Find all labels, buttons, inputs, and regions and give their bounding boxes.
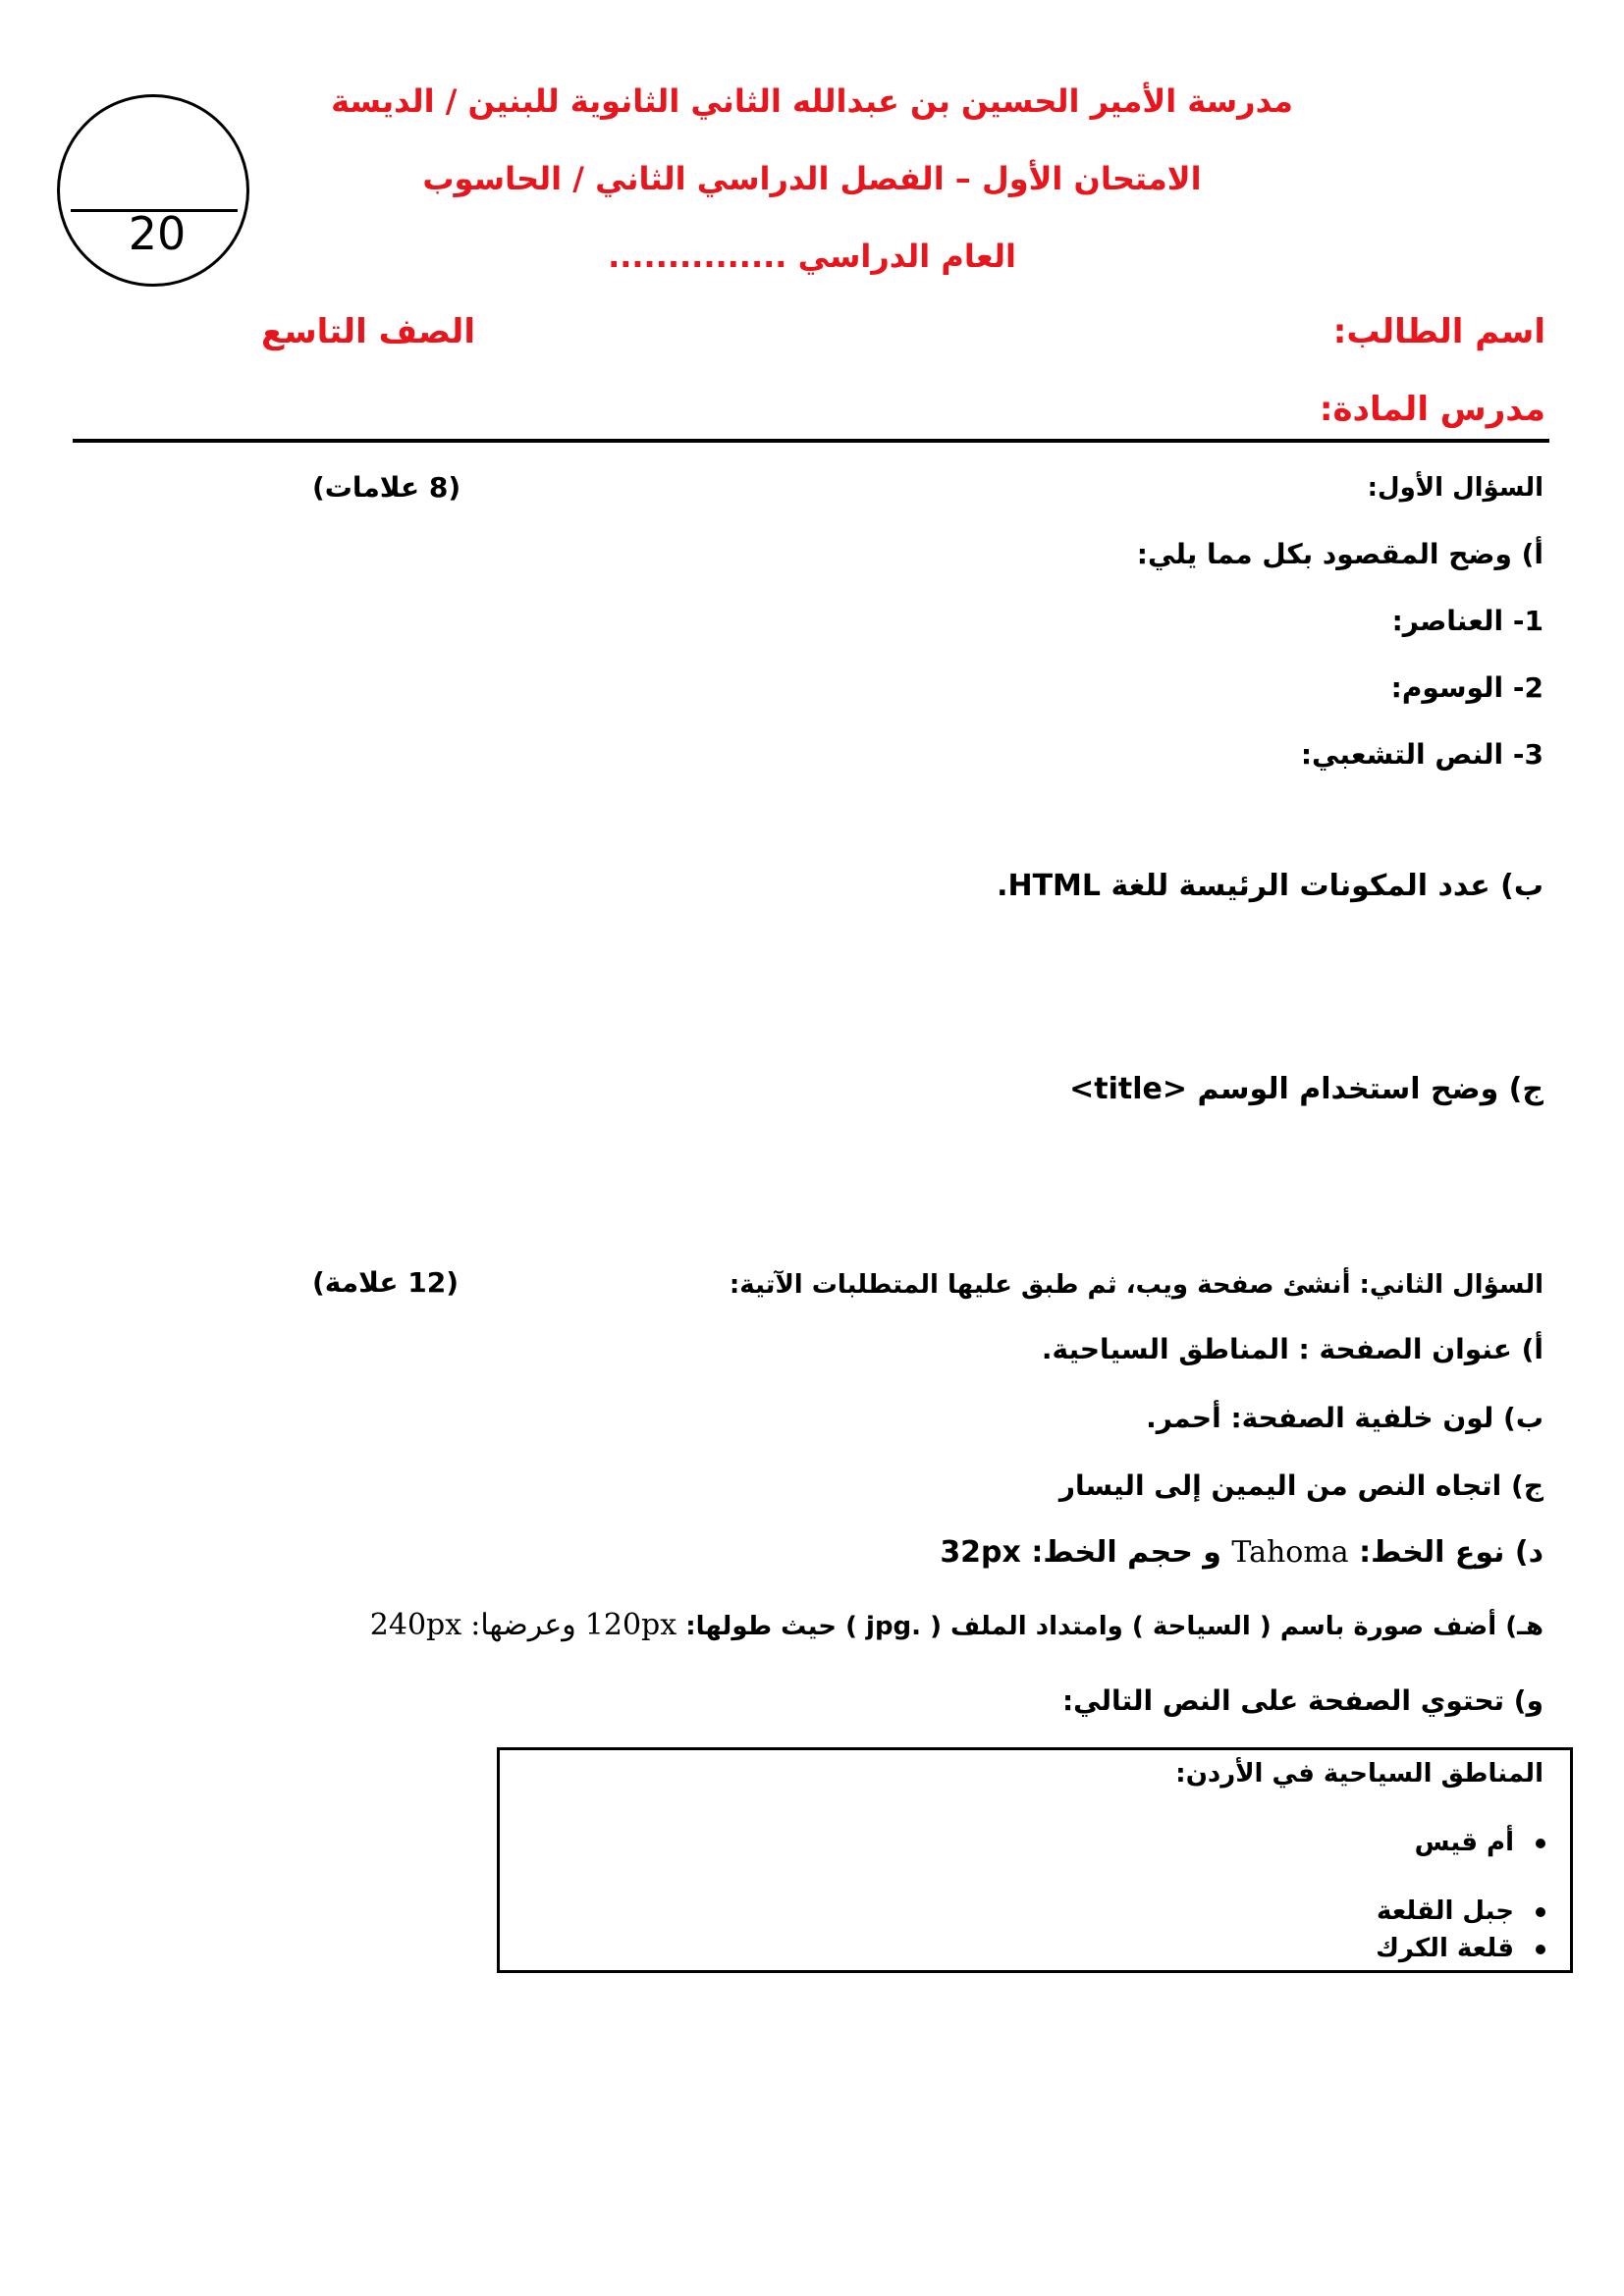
q2-d-mid: و حجم الخط: — [1031, 1535, 1221, 1570]
student-name-label: اسم الطالب: — [1332, 312, 1545, 351]
bullet-icon — [1536, 1945, 1545, 1954]
teacher-label: مدرس المادة: — [1319, 390, 1545, 429]
q2-part-a: أ) عنوان الصفحة : المناطق السياحية. — [1041, 1333, 1543, 1365]
q2-part-w: و) تحتوي الصفحة على النص التالي: — [1061, 1684, 1543, 1717]
q2-marks: (12 علامة) — [312, 1266, 460, 1299]
q1-part-b: ب) عدد المكونات الرئيسة للغة HTML. — [997, 869, 1543, 903]
q2-part-b: ب) لون خلفية الصفحة: أحمر. — [1146, 1402, 1543, 1434]
header-rule — [73, 439, 1549, 443]
q2-part-c: ج) اتجاه النص من اليمين إلى اليسار — [1058, 1469, 1543, 1502]
box-item-2: جبل القلعة — [1376, 1896, 1514, 1926]
q1-part-c: ج) وضح استخدام الوسم <title> — [1069, 1072, 1543, 1106]
score-total: 20 — [128, 207, 187, 260]
q2-part-h — [370, 1608, 1543, 1642]
exam-title: الامتحان الأول – الفصل الدراسي الثاني / الحاسوب — [422, 160, 1202, 197]
q2-title: السؤال الثاني: أنشئ صفحة ويب، ثم طبق عليها المتطلبات الآتية: — [729, 1270, 1543, 1300]
box-list-item — [1376, 1934, 1545, 1963]
academic-year: العام الدراسي ............... — [608, 238, 1016, 275]
q1-part-a: أ) وضح المقصود بكل مما يلي: — [1136, 538, 1543, 570]
q1-marks: (8 علامات) — [312, 471, 461, 504]
q2-d-size: 32px — [940, 1535, 1021, 1570]
q2-h-prefix: هـ) أضف صورة باسم ( السياحة ) وامتداد الملف ( .jpg ) حيث طولها: — [685, 1612, 1543, 1641]
q2-d-font: Tahoma — [1231, 1535, 1349, 1570]
box-list-item — [1377, 1896, 1545, 1926]
q1-title: السؤال الأول: — [1367, 473, 1543, 503]
q1-item-3: 3- النص التشعبي: — [1300, 738, 1543, 771]
school-name: مدرسة الأمير الحسين بن عبدالله الثاني الثانوية للبنين / الديسة — [331, 82, 1293, 120]
q2-h-width: 240px — [369, 1608, 462, 1642]
q1-item-2: 2- الوسوم: — [1390, 671, 1543, 704]
grade-label: الصف التاسع — [261, 312, 475, 351]
q2-h-height: 120px — [584, 1608, 677, 1642]
q2-d-prefix: د) نوع الخط: — [1359, 1535, 1543, 1570]
q2-h-mid: وعرضها: — [470, 1608, 576, 1642]
bullet-icon — [1536, 1907, 1545, 1917]
q1-item-1: 1- العناصر: — [1391, 605, 1543, 637]
box-title: المناطق السياحية في الأردن: — [1175, 1759, 1543, 1789]
q2-part-d — [940, 1535, 1543, 1570]
bullet-icon — [1536, 1839, 1545, 1848]
box-item-1: أم قيس — [1414, 1828, 1514, 1857]
box-list-item — [1415, 1828, 1545, 1857]
box-item-3: قلعة الكرك — [1376, 1934, 1514, 1963]
